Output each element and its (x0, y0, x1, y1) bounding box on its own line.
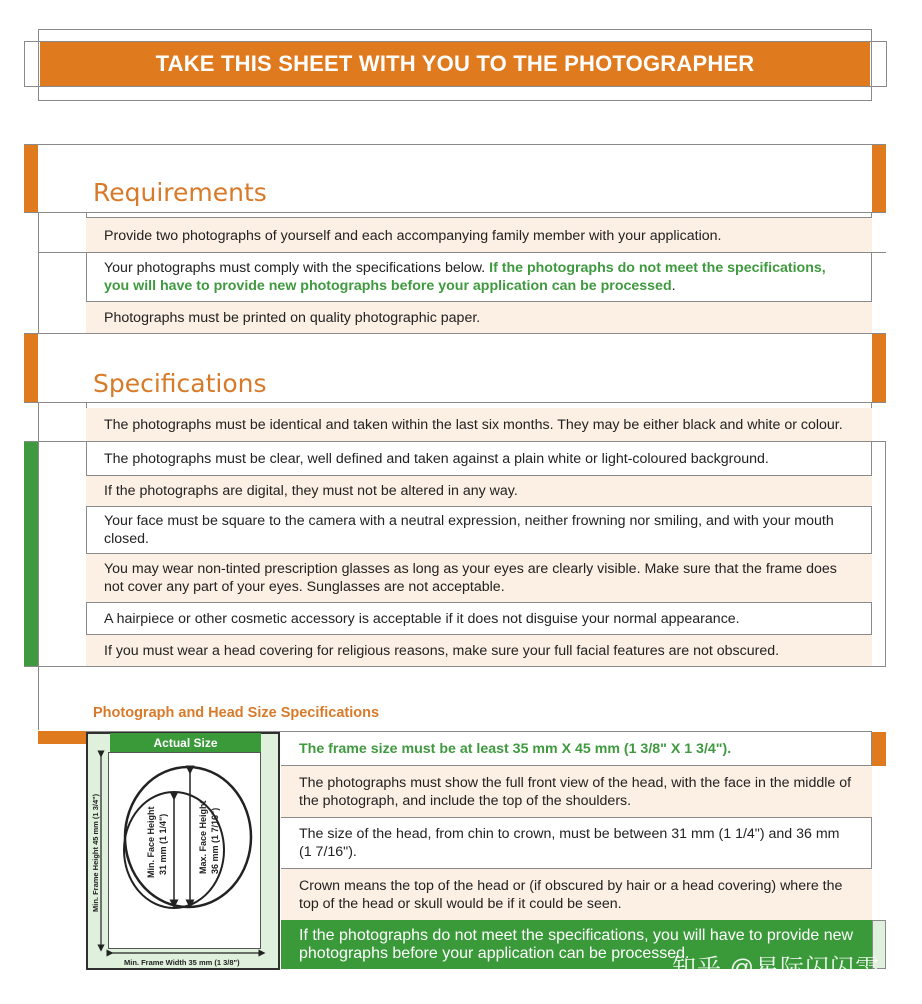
requirement-item: Provide two photographs of yourself and each accompanying family member with your application. (86, 217, 872, 253)
head-size-item: The frame size must be at least 35 mm X 45 mm (1 3/8" X 1 3/4"). (299, 740, 732, 757)
section-title-head-size: Photograph and Head Size Specifications (93, 705, 380, 721)
watermark-text: 知乎 @星际闪闪雯 (672, 955, 881, 982)
section-title-specifications: Specifications (93, 369, 267, 398)
head-size-warning: If the photographs do not meet the specifications, you will have to provide new photographs before your application can be processed. (281, 920, 872, 969)
max-face-height-label: Max. Face Height (198, 800, 208, 874)
diagram-title: Actual Size (110, 733, 261, 752)
head-size-item: The size of the head, from chin to crown, must be between 31 mm (1 1/4") and 36 mm (1 7/16"). (281, 817, 872, 868)
orange-side-bar (872, 732, 886, 766)
specification-item: The photographs must be identical and taken within the last six months. They may be either black and white or colour. (86, 408, 872, 441)
green-side-bar (24, 441, 38, 666)
orange-side-bar (24, 144, 38, 213)
specification-item: If you must wear a head covering for religious reasons, make sure your full facial features are not obscured. (86, 634, 872, 666)
specification-item: A hairpiece or other cosmetic accessory is acceptable if it does not disguise your normal appearance. (86, 602, 872, 634)
orange-side-bar (872, 333, 886, 402)
min-face-height-label: Min. Face Height (146, 806, 156, 878)
requirement-item: Your photographs must comply with the specifications below. If the photographs do not meet the specifications, you will have to provide new photographs before your application can be processed. (104, 260, 826, 294)
min-frame-height-label: Min. Frame Height 45 mm (1 3/4") (91, 793, 100, 912)
head-size-item: The photographs must show the full front view of the head, with the face in the middle of the photograph, and include the top of the shoulders. (281, 765, 872, 817)
orange-side-bar (38, 731, 86, 744)
head-size-item: Crown means the top of the head or (if obscured by hair or a head covering) where the top of the head or skull would be if it could be seen. (281, 868, 872, 920)
specification-item: Your face must be square to the camera with a neutral expression, neither frowning nor smiling, and with your mouth closed. (86, 506, 872, 553)
specification-item: The photographs must be clear, well defined and taken against a plain white or light-coloured background. (104, 450, 769, 467)
orange-side-bar (872, 144, 886, 213)
section-title-requirements: Requirements (93, 178, 267, 207)
max-face-height-value: 36 mm (1 7/16") (210, 807, 220, 874)
max-face-oval (125, 767, 251, 907)
min-frame-width-label: Min. Frame Width 35 mm (1 3/8") (124, 958, 240, 967)
orange-side-bar (24, 333, 38, 402)
page-title: TAKE THIS SHEET WITH YOU TO THE PHOTOGRAPHER (40, 42, 870, 86)
specification-item: If the photographs are digital, they must not be altered in any way. (86, 475, 872, 506)
head-size-diagram-svg (86, 732, 280, 970)
min-face-height-value: 31 mm (1 1/4") (158, 813, 168, 875)
specification-item: You may wear non-tinted prescription glasses as long as your eyes are clearly visible. Make sure that the frame does not cover any part of your eyes. Sunglasses are not acceptable. (86, 553, 872, 602)
requirement-item: Photographs must be printed on quality photographic paper. (86, 301, 872, 333)
